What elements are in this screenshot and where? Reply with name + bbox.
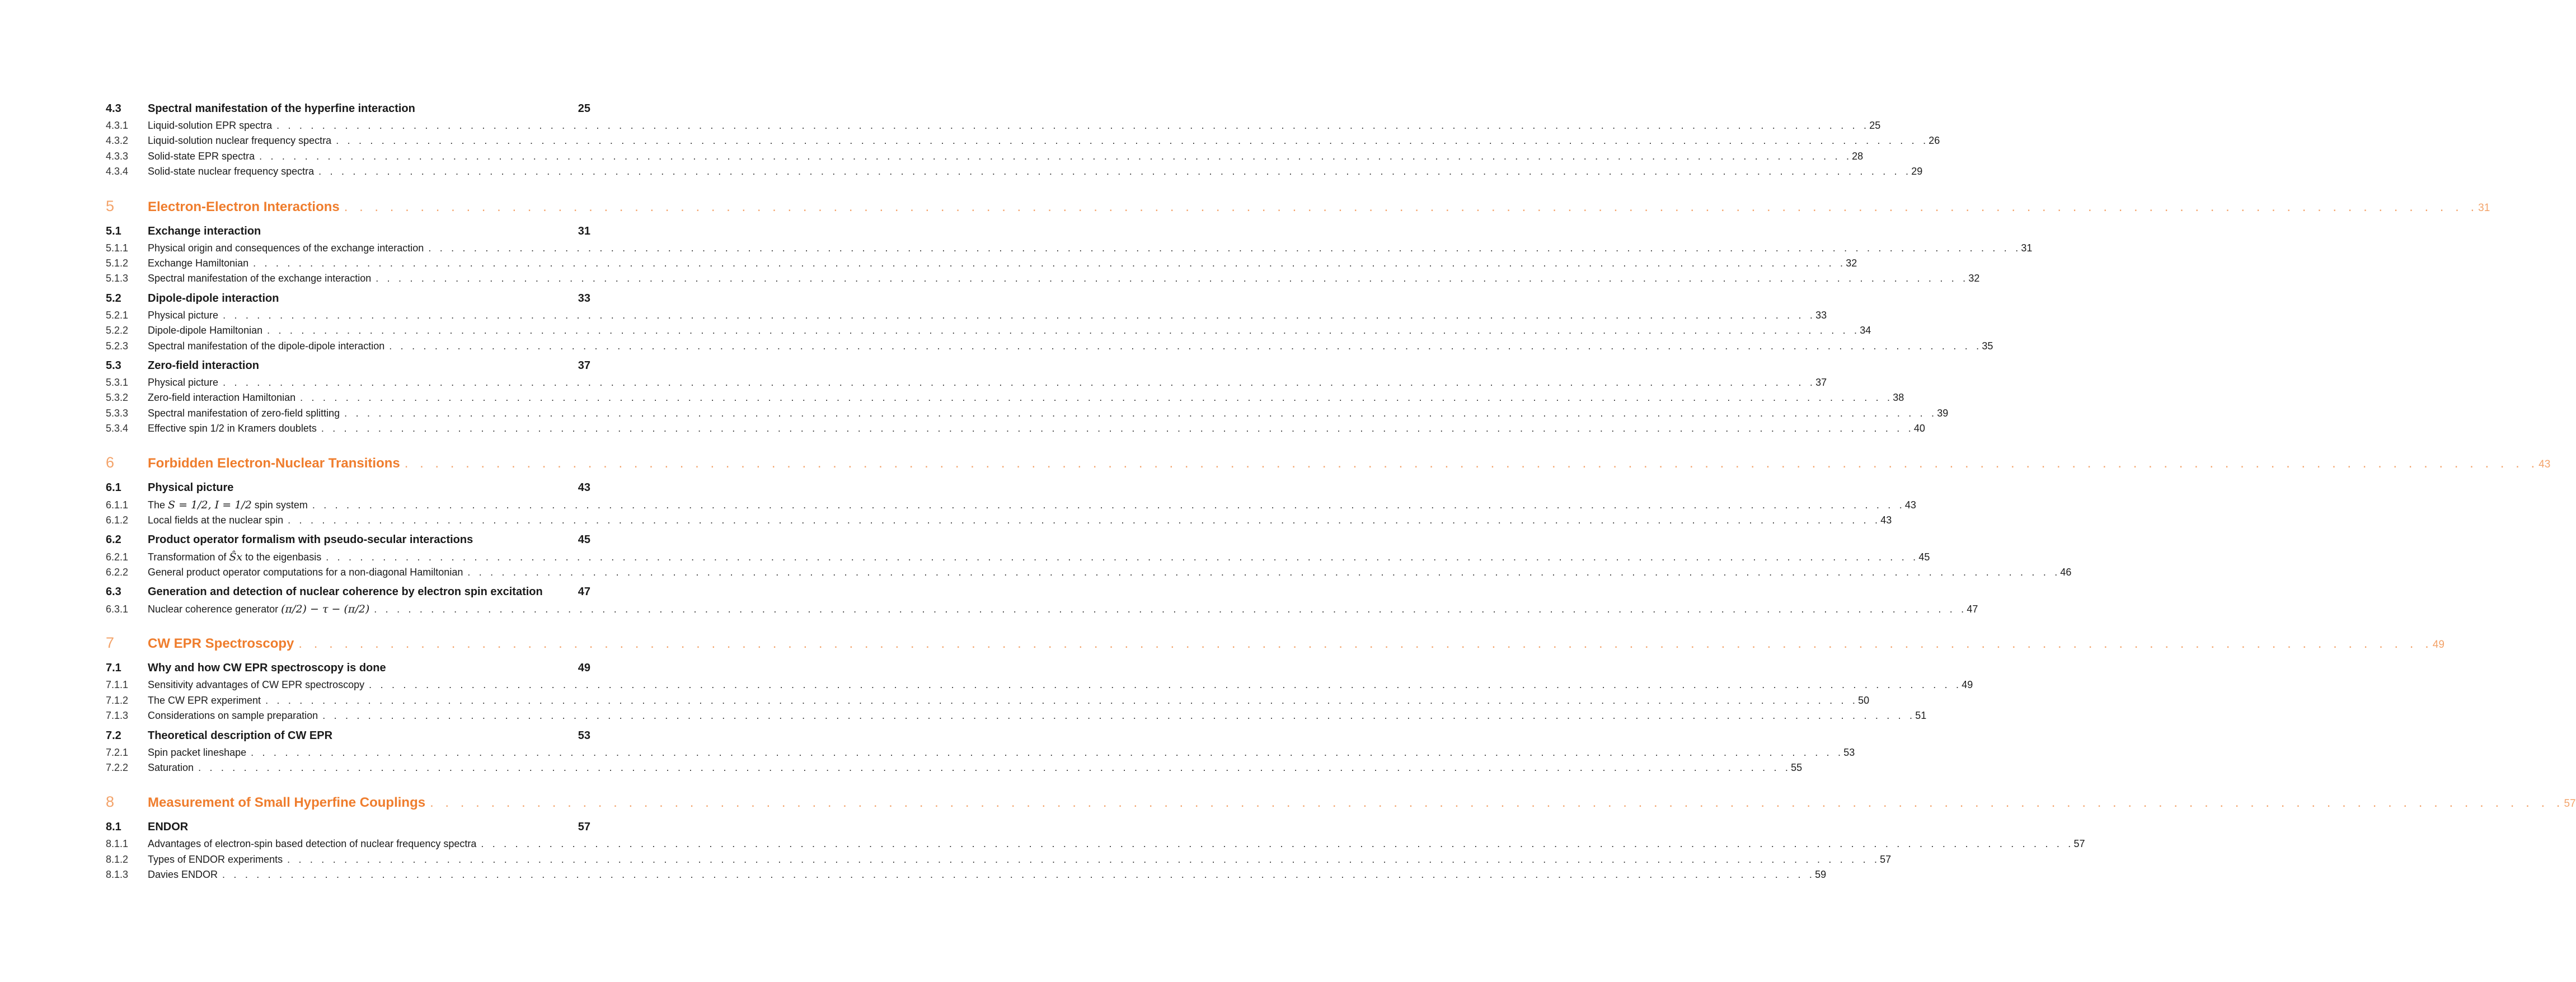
toc-entry-title: CW EPR Spectroscopy — [148, 636, 294, 652]
toc-page-number: 26 — [1929, 135, 1940, 147]
toc-entry-number: 7.2.1 — [106, 746, 129, 758]
toc-entry-number: 8.1.2 — [106, 853, 129, 865]
toc-entry-title: Product operator formalism with pseudo-secular interactions — [148, 534, 473, 546]
toc-page-number: 50 — [1858, 694, 1870, 706]
dot-leader: . . . . . . . . . . . . . . . . . . . . . . . . . . . . . . . . . . . . . . . . . . . . . . . . . . . . . . . . . . . . . . . . . . . . . . . . . . . . . . . . . . . . . . . . . . . . . . . . . . . . . . . . . . . . . . . . . . . . . . . . . . . . . . . . . . . . . . . . . . . . — [222, 869, 1815, 881]
toc-page-number: 28 — [1852, 150, 1864, 162]
toc-subsection-entry[interactable] — [106, 309, 1827, 325]
toc-entry-title: Generation and detection of nuclear coherence by electron spin excitation — [148, 586, 543, 598]
toc-chapter-entry[interactable] — [106, 197, 2490, 221]
toc-subsection-entry[interactable] — [106, 242, 2033, 258]
toc-page-number: 57 — [2073, 838, 2085, 850]
dot-leader: . . . . . . . . . . . . . . . . . . . . . . . . . . . . . . . . . . . . . . . . . . . . . . . . . . . . . . . . . . . . . . . . . . . . . . . . . . . . . . . . . . . . . . . . . . . . . . . . . . . . . . . . . . . . . . . . . . . . . . . . . . . . . . . . . . . . . . . . . . . . — [223, 309, 1816, 321]
dot-leader: . . . . . . . . . . . . . . . . . . . . . . . . . . . . . . . . . . . . . . . . . . . . . . . . . . . . . . . . . . . . . . . . . . . . . . . . . . . . . . . . . . . . . . . . . . . . . . . . . . . . . . . . . . . . . . . . . . . . . . . . . . . . . . . . . . . . . . . . . . . . — [428, 242, 2021, 254]
toc-entry-number: 5.3.3 — [106, 407, 129, 419]
toc-entry-number: 5.2.1 — [106, 309, 129, 321]
toc-subsection-entry[interactable] — [106, 257, 1857, 273]
toc-section-entry[interactable] — [106, 730, 590, 747]
toc-subsection-entry[interactable] — [106, 551, 1930, 566]
toc-entry-number: 6.1.2 — [106, 514, 129, 526]
dot-leader: . . . . . . . . . . . . . . . . . . . . . . . . . . . . . . . . . . . . . . . . . . . . . . . . . . . . . . . . . . . . . . . . . . . . . . . . . . . . . . . . . . . . . . . . . . . . . . . . . . . . . . . . . . . . . . . . . . . . . . . . . . . . . . . . . . . . . . . . . . . . — [265, 694, 1859, 706]
toc-entry-number: 7.1 — [106, 662, 121, 675]
dot-leader: . . . . . . . . . . . . . . . . . . . . . . . . . . . . . . . . . . . . . . . . . . . . . . . . . . . . . . . . . . . . . . . . . . . . . . . . . . . . . . . . . . . . . . . . . . . . . . . . . . . . . . . . . . . . . . . . . . . . . . . . . . . . . . . . . . . . . . . . . . . . — [312, 499, 1905, 511]
toc-entry-title: Dipole-dipole Hamiltonian — [148, 325, 263, 336]
dot-leader: . . . . . . . . . . . . . . . . . . . . . . . . . . . . . . . . . . . . . . . . . . . . . . . . . . . . . . . . . . . . . . . . . . . . . . . . . . . . . . . . . . . . . . . . . . . . . . . . . . . . . . . . . . . . . . . . . . . . . . . . . . . . . . . . . . . . . . . . . . . . — [369, 679, 1962, 691]
toc-section-entry[interactable] — [106, 481, 590, 499]
toc-subsection-entry[interactable] — [106, 514, 1892, 530]
toc-entry-title: Physical picture — [148, 481, 234, 494]
title-text: Transformation of — [148, 551, 229, 563]
toc-subsection-entry[interactable] — [106, 566, 2072, 582]
dot-leader: . . . . . . . . . . . . . . . . . . . . . . . . . . . . . . . . . . . . . . . . . . . . . . . . . . . . . . . . . . . . . . . . . . . . . . . . . . . . . . . . . . . . . . . . . . . . . . . . . . . . . . . . . . . . . . . . . . . . . . . . . . . . . . . . . . . . . . . . . . . . — [253, 257, 1846, 269]
toc-subsection-entry[interactable] — [106, 423, 1925, 438]
toc-entry-title — [148, 499, 312, 511]
toc-entry-title: Spectral manifestation of the hyperfine interaction — [148, 102, 415, 115]
toc-entry-title: Solid-state nuclear frequency spectra — [148, 166, 315, 177]
toc-page-number: 43 — [2539, 459, 2551, 471]
toc-entry-number: 6.3 — [106, 586, 121, 598]
toc-entry-number: 5.3.2 — [106, 392, 129, 404]
dot-leader: . . . . . . . . . . . . . . . . . . . . . . . . . . . . . . . . . . . . . . . . . . . . . . . . . . . . . . . . . . . . . . . . . . . . . . . . . . . . . . . . . . . . . . . . . . . . . . . . . . . . . . . . . . . . . . . . . . . . . . . . . . . . . . . . . . . . . . . . . . . . — [344, 407, 1937, 419]
toc-subsection-entry[interactable] — [106, 694, 1870, 710]
toc-page-number: 53 — [1843, 746, 1855, 758]
toc-page-number: 49 — [1962, 679, 1973, 691]
toc-section-entry[interactable] — [106, 534, 590, 551]
toc-entry-number: 7.1.3 — [106, 710, 129, 722]
toc-entry-number: 6.1.1 — [106, 499, 129, 511]
toc-page-number: 33 — [578, 292, 590, 305]
toc-entry-title: Exchange interaction — [148, 225, 261, 237]
toc-entry-number: 4.3.2 — [106, 135, 129, 147]
toc-entry-number: 5.1.3 — [106, 273, 129, 284]
toc-entry-title: ENDOR — [148, 821, 189, 834]
dot-leader: . . . . . . . . . . . . . . . . . . . . . . . . . . . . . . . . . . . . . . . . . . . . . . . . . . . . . . . . . . . . . . . . . . . . . . . . . . . . . . . . . . . . . . . . . . . . . . . . . . . . . . . . . . . . . . . . . . . . . . . . . . . . . . . . . . . . . . . . . . . . — [223, 376, 1816, 388]
toc-entry-number: 5.2.2 — [106, 325, 129, 336]
toc-subsection-entry[interactable] — [106, 120, 1881, 135]
toc-page-number: 51 — [1915, 710, 1927, 722]
dot-leader: . . . . . . . . . . . . . . . . . . . . . . . . . . . . . . . . . . . . . . . . . . . . . . . . . . . . . . . . . . . . . . . . . . . . . . . . . . . . . . . . . . . . . . . . . . . . . . . . . . . . . . . . . . . . . . . . . . . . . . . . . . . . . . . . . . . . . . . . . . . . — [288, 514, 1881, 526]
dot-leader: . . . . . . . . . . . . . . . . . . . . . . . . . . . . . . . . . . . . . . . . . . . . . . . . . . . . . . . . . . . . . . . . . . . . . . . . . . . . . . . . . . . . . . . . . . . . . . . . . . . . . . . . . . . . . . . . . . . . . . . . . . . . . . . . . . . . . . . . . . . . — [389, 340, 1982, 352]
toc-entry-number: 7.1.1 — [106, 679, 129, 691]
toc-entry-title — [148, 603, 374, 615]
toc-entry-number: 7.2.2 — [106, 761, 129, 773]
toc-subsection-entry[interactable] — [106, 150, 1864, 166]
toc-subsection-entry[interactable] — [106, 838, 2085, 853]
toc-page-number: 31 — [578, 225, 590, 237]
toc-entry-number: 4.3.4 — [106, 166, 129, 177]
toc-entry-title: Electron-Electron Interactions — [148, 199, 340, 214]
dot-leader: . . . . . . . . . . . . . . . . . . . . . . . . . . . . . . . . . . . . . . . . . . . . . . . . . . . . . . . . . . . . . . . . . . . . . . . . . . . . . . . . . . . . . . . . . . . . . . . . . . . . . . . . . . . . . . . . . . . . . . . . . . . . . . . . . . . . . . . . . . . . — [481, 838, 2074, 850]
toc-page-number: 49 — [578, 662, 590, 675]
dot-leader: . . . . . . . . . . . . . . . . . . . . . . . . . . . . . . . . . . . . . . . . . . . . . . . . . . . . . . . . . . . . . . . . . . . . . . . . . . . . . . . . . . . . . . . . . . . . . . . . . . . . . . . . . . . . . . . . . . . . . . . . . . . . . . . . . . . . . . . . . . . . — [259, 150, 1852, 162]
toc-entry-title: Exchange Hamiltonian — [148, 257, 249, 269]
dot-leader: . . . . . . . . . . . . . . . . . . . . . . . . . . . . . . . . . . . . . . . . . . . . . . . . . . . . . . . . . . . . . . . . . . . . . . . . . . . . . . . . . . . . . . . . . . . . . . . . . . . . . . . . . . . . . . . . . . . . . . . . . . . . . . . . . . . . . . . . . . . . — [251, 746, 1844, 758]
toc-subsection-entry[interactable] — [106, 407, 1949, 423]
toc-entry-title: Liquid-solution nuclear frequency spectra — [148, 135, 332, 147]
toc-page-number: 25 — [578, 102, 590, 115]
toc-page-number: 37 — [578, 359, 590, 372]
table-of-contents — [106, 102, 2576, 885]
toc-page-number: 53 — [578, 729, 590, 742]
toc-entry-number: 7.1.2 — [106, 694, 129, 706]
dot-leader: . . . . . . . . . . . . . . . . . . . . . . . . . . . . . . . . . . . . . . . . . . . . . . . . . . . . . . . . . . . . . . . . . . . . . . . . . . . . . . . . . . . . . . . . . . . . . . . . . . . . . . . . . . . . . . . . . . . . . . . . . . . . . . . . . . . . . . . . . . . . — [198, 761, 1791, 773]
toc-section-entry[interactable] — [106, 359, 590, 377]
toc-entry-title: Spectral manifestation of the dipole-dipole interaction — [148, 340, 385, 352]
toc-entry-number: 5 — [106, 197, 115, 214]
toc-page-number: 29 — [1911, 166, 1923, 177]
toc-chapter-entry[interactable] — [106, 793, 2576, 817]
toc-entry-number: 6.1 — [106, 481, 121, 494]
dot-leader: . . . . . . . . . . . . . . . . . . . . . . . . . . . . . . . . . . . . . . . . . . . . . . . . . . . . . . . . . . . . . . . . . . . . . . . . . . . . . . . . . . . . . . . . . . . . . . . . . . . . . . . . . . . . . . . . . . . . . . . . . . . . . . . . . . . . . . . . . . . . — [374, 604, 1967, 615]
toc-section-entry[interactable] — [106, 292, 590, 310]
toc-entry-title: Physical origin and consequences of the exchange interaction — [148, 242, 424, 254]
toc-entry-title: Theoretical description of CW EPR — [148, 729, 333, 742]
toc-subsection-entry[interactable] — [106, 499, 1916, 514]
toc-page-number: 40 — [1913, 423, 1925, 434]
toc-entry-title: Davies ENDOR — [148, 869, 218, 881]
toc-entry-number: 7.2 — [106, 729, 121, 742]
dot-leader: . . . . . . . . . . . . . . . . . . . . . . . . . . . . . . . . . . . . . . . . . . . . . . . . . . . . . . . . . . . . . . . . . . . . . . . . . . . . . . . . . . . . . . . . . . . . . . . . . . . . . . . . . . . . . . . . . . . . . . . . . . . . . . . . . . . . . . . . . . . . — [430, 795, 2564, 811]
dot-leader: . . . . . . . . . . . . . . . . . . . . . . . . . . . . . . . . . . . . . . . . . . . . . . . . . . . . . . . . . . . . . . . . . . . . . . . . . . . . . . . . . . . . . . . . . . . . . . . . . . . . . . . . . . . . . . . . . . . . . . . . . . . . . . . . . . . . . . . . . . . . — [322, 710, 1916, 722]
toc-entry-title: Measurement of Small Hyperfine Couplings — [148, 795, 426, 811]
toc-page-number: 37 — [1815, 376, 1827, 388]
toc-entry-title: Effective spin 1/2 in Kramers doublets — [148, 423, 317, 434]
toc-entry-title: Solid-state EPR spectra — [148, 150, 255, 162]
toc-entry-number: 8.1.3 — [106, 869, 129, 881]
toc-page-number: 57 — [1880, 853, 1892, 865]
toc-entry-title: General product operator computations for a non-diagonal Hamiltonian — [148, 566, 463, 578]
toc-entry-title: Considerations on sample preparation — [148, 710, 318, 722]
toc-page-number: 31 — [2021, 242, 2033, 254]
dot-leader: . . . . . . . . . . . . . . . . . . . . . . . . . . . . . . . . . . . . . . . . . . . . . . . . . . . . . . . . . . . . . . . . . . . . . . . . . . . . . . . . . . . . . . . . . . . . . . . . . . . . . . . . . . . . . . . . . . . . . . . . . . . . . . . . . . . . . . . . . . . . — [287, 853, 1880, 865]
toc-entry-number: 6.2.2 — [106, 566, 129, 578]
toc-entry-number: 8 — [106, 793, 115, 811]
title-text: The — [148, 499, 168, 511]
toc-entry-title: Local fields at the nuclear spin — [148, 514, 284, 526]
toc-page-number: 47 — [1967, 604, 1978, 615]
toc-subsection-entry[interactable] — [106, 710, 1927, 725]
toc-page-number: 49 — [2432, 639, 2444, 651]
math-expression: (π/2) − τ − (π/2) — [281, 603, 370, 616]
dot-leader: . . . . . . . . . . . . . . . . . . . . . . . . . . . . . . . . . . . . . . . . . . . . . . . . . . . . . . . . . . . . . . . . . . . . . . . . . . . . . . . . . . . . . . . . . . . . . . . . . . . . . . . . . . . . . . . . . . . . . . . . . . . . . . . . . . . . . . . . . . . . — [300, 392, 1893, 404]
title-text: to the eigenbasis — [242, 551, 322, 563]
toc-subsection-entry[interactable] — [106, 679, 1973, 694]
title-text: spin system — [251, 499, 308, 511]
math-expression: Ŝx — [229, 551, 243, 564]
toc-section-entry[interactable] — [106, 586, 590, 603]
dot-leader: . . . . . . . . . . . . . . . . . . . . . . . . . . . . . . . . . . . . . . . . . . . . . . . . . . . . . . . . . . . . . . . . . . . . . . . . . . . . . . . . . . . . . . . . . . . . . . . . . . . . . . . . . . . . . . . . . . . . . . . . . . . . . . . . . . . . . . . . . . . . — [344, 199, 2479, 214]
toc-section-entry[interactable] — [106, 102, 590, 120]
dot-leader: . . . . . . . . . . . . . . . . . . . . . . . . . . . . . . . . . . . . . . . . . . . . . . . . . . . . . . . . . . . . . . . . . . . . . . . . . . . . . . . . . . . . . . . . . . . . . . . . . . . . . . . . . . . . . . . . . . . . . . . . . . . . . . . . . . . . . . . . . . . . — [404, 456, 2539, 471]
toc-page-number: 25 — [1869, 120, 1881, 131]
toc-entry-title: Spin packet lineshape — [148, 746, 247, 758]
toc-entry-title: Physical picture — [148, 376, 219, 388]
toc-page-number: 55 — [1791, 761, 1803, 773]
toc-subsection-entry[interactable] — [106, 340, 1993, 356]
toc-entry-title: Dipole-dipole interaction — [148, 292, 279, 305]
toc-subsection-entry[interactable] — [106, 135, 1940, 150]
toc-entry-title: Forbidden Electron-Nuclear Transitions — [148, 456, 400, 471]
toc-entry-number: 5.1.1 — [106, 242, 129, 254]
toc-entry-number: 5.2.3 — [106, 340, 129, 352]
toc-page-number: 35 — [1982, 340, 1993, 352]
toc-entry-title: Why and how CW EPR spectroscopy is done — [148, 662, 386, 675]
toc-subsection-entry[interactable] — [106, 603, 1978, 618]
toc-entry-number: 6.2.1 — [106, 551, 129, 563]
toc-entry-title: Spectral manifestation of the exchange interaction — [148, 273, 372, 284]
toc-entry-number: 5.3.4 — [106, 423, 129, 434]
dot-leader: . . . . . . . . . . . . . . . . . . . . . . . . . . . . . . . . . . . . . . . . . . . . . . . . . . . . . . . . . . . . . . . . . . . . . . . . . . . . . . . . . . . . . . . . . . . . . . . . . . . . . . . . . . . . . . . . . . . . . . . . . . . . . . . . . . . . . . . . . . . . — [321, 423, 1914, 434]
toc-page-number: 45 — [578, 534, 590, 546]
title-text: Nuclear coherence generator — [148, 604, 281, 615]
toc-entry-title: Zero-field interaction Hamiltonian — [148, 392, 296, 404]
toc-entry-number: 6 — [106, 454, 115, 471]
toc-entry-number: 5.1 — [106, 225, 121, 237]
toc-section-entry[interactable] — [106, 662, 590, 679]
toc-entry-number: 4.3.1 — [106, 120, 129, 131]
toc-section-entry[interactable] — [106, 821, 590, 838]
toc-subsection-entry[interactable] — [106, 761, 1803, 777]
toc-entry-number: 5.2 — [106, 292, 121, 305]
toc-entry-title: Liquid-solution EPR spectra — [148, 120, 273, 131]
toc-entry-title: Types of ENDOR experiments — [148, 853, 283, 865]
toc-subsection-entry[interactable] — [106, 273, 1980, 288]
dot-leader: . . . . . . . . . . . . . . . . . . . . . . . . . . . . . . . . . . . . . . . . . . . . . . . . . . . . . . . . . . . . . . . . . . . . . . . . . . . . . . . . . . . . . . . . . . . . . . . . . . . . . . . . . . . . . . . . . . . . . . . . . . . . . . . . . . . . . . . . . . . . — [336, 135, 1929, 147]
dot-leader: . . . . . . . . . . . . . . . . . . . . . . . . . . . . . . . . . . . . . . . . . . . . . . . . . . . . . . . . . . . . . . . . . . . . . . . . . . . . . . . . . . . . . . . . . . . . . . . . . . . . . . . . . . . . . . . . . . . . . . . . . . . . . . . . . . . . . . . . . . . . — [298, 636, 2433, 652]
toc-section-entry[interactable] — [106, 225, 590, 242]
toc-entry-number: 5.3.1 — [106, 376, 129, 388]
toc-subsection-entry[interactable] — [106, 392, 1904, 407]
toc-page-number: 45 — [1918, 551, 1930, 563]
toc-subsection-entry[interactable] — [106, 376, 1827, 392]
toc-page-number: 33 — [1815, 309, 1827, 321]
toc-page-number: 57 — [2564, 798, 2576, 810]
toc-chapter-entry[interactable] — [106, 454, 2551, 478]
toc-subsection-entry[interactable] — [106, 166, 1923, 181]
toc-entry-number: 8.1.1 — [106, 838, 129, 850]
toc-entry-title: Saturation — [148, 761, 194, 773]
toc-entry-number: 6.2 — [106, 534, 121, 546]
toc-entry-number: 4.3.3 — [106, 150, 129, 162]
dot-leader: . . . . . . . . . . . . . . . . . . . . . . . . . . . . . . . . . . . . . . . . . . . . . . . . . . . . . . . . . . . . . . . . . . . . . . . . . . . . . . . . . . . . . . . . . . . . . . . . . . . . . . . . . . . . . . . . . . . . . . . . . . . . . . . . . . . . . . . . . . . . — [376, 273, 1969, 284]
dot-leader: . . . . . . . . . . . . . . . . . . . . . . . . . . . . . . . . . . . . . . . . . . . . . . . . . . . . . . . . . . . . . . . . . . . . . . . . . . . . . . . . . . . . . . . . . . . . . . . . . . . . . . . . . . . . . . . . . . . . . . . . . . . . . . . . . . . . . . . . . . . . — [267, 325, 1860, 336]
toc-entry-title: The CW EPR experiment — [148, 694, 261, 706]
toc-page-number: 47 — [578, 586, 590, 598]
toc-entry-number: 5.1.2 — [106, 257, 129, 269]
dot-leader: . . . . . . . . . . . . . . . . . . . . . . . . . . . . . . . . . . . . . . . . . . . . . . . . . . . . . . . . . . . . . . . . . . . . . . . . . . . . . . . . . . . . . . . . . . . . . . . . . . . . . . . . . . . . . . . . . . . . . . . . . . . . . . . . . . . . . . . . . . . . — [467, 566, 2061, 578]
toc-page-number: 32 — [1968, 273, 1980, 284]
dot-leader: . . . . . . . . . . . . . . . . . . . . . . . . . . . . . . . . . . . . . . . . . . . . . . . . . . . . . . . . . . . . . . . . . . . . . . . . . . . . . . . . . . . . . . . . . . . . . . . . . . . . . . . . . . . . . . . . . . . . . . . . . . . . . . . . . . . . . . . . . . . . — [326, 551, 1919, 563]
toc-entry-title — [148, 551, 326, 563]
toc-page-number: 43 — [1904, 499, 1916, 511]
toc-subsection-entry[interactable] — [106, 853, 1892, 869]
toc-entry-number: 4.3 — [106, 102, 121, 115]
toc-entry-title: Advantages of electron-spin based detection of nuclear frequency spectra — [148, 838, 477, 850]
dot-leader: . . . . . . . . . . . . . . . . . . . . . . . . . . . . . . . . . . . . . . . . . . . . . . . . . . . . . . . . . . . . . . . . . . . . . . . . . . . . . . . . . . . . . . . . . . . . . . . . . . . . . . . . . . . . . . . . . . . . . . . . . . . . . . . . . . . . . . . . . . . . — [276, 120, 1870, 131]
toc-entry-number: 7 — [106, 634, 115, 652]
dot-leader: . . . . . . . . . . . . . . . . . . . . . . . . . . . . . . . . . . . . . . . . . . . . . . . . . . . . . . . . . . . . . . . . . . . . . . . . . . . . . . . . . . . . . . . . . . . . . . . . . . . . . . . . . . . . . . . . . . . . . . . . . . . . . . . . . . . . . . . . . . . . — [318, 166, 1912, 177]
toc-subsection-entry[interactable] — [106, 869, 1827, 884]
toc-page-number: 34 — [1860, 325, 1871, 336]
toc-entry-title: Zero-field interaction — [148, 359, 259, 372]
toc-page-number: 57 — [578, 821, 590, 834]
toc-subsection-entry[interactable] — [106, 746, 1855, 762]
toc-entry-title: Physical picture — [148, 309, 219, 321]
toc-subsection-entry[interactable] — [106, 325, 1871, 340]
toc-page-number: 46 — [2060, 566, 2072, 578]
toc-page-number: 32 — [1846, 257, 1857, 269]
toc-page-number: 43 — [578, 481, 590, 494]
toc-chapter-entry[interactable] — [106, 634, 2444, 658]
toc-entry-number: 6.3.1 — [106, 604, 129, 615]
math-expression: S = 1/2, I = 1/2 — [168, 499, 252, 512]
toc-page-number: 43 — [1880, 514, 1892, 526]
toc-page-number: 59 — [1815, 869, 1827, 881]
toc-page-number: 31 — [2478, 202, 2490, 214]
toc-entry-number: 8.1 — [106, 821, 121, 834]
toc-page-number: 38 — [1893, 392, 1904, 404]
toc-entry-title: Sensitivity advantages of CW EPR spectroscopy — [148, 679, 365, 691]
toc-entry-number: 5.3 — [106, 359, 121, 372]
toc-entry-title: Spectral manifestation of zero-field splitting — [148, 407, 340, 419]
toc-page-number: 39 — [1937, 407, 1949, 419]
